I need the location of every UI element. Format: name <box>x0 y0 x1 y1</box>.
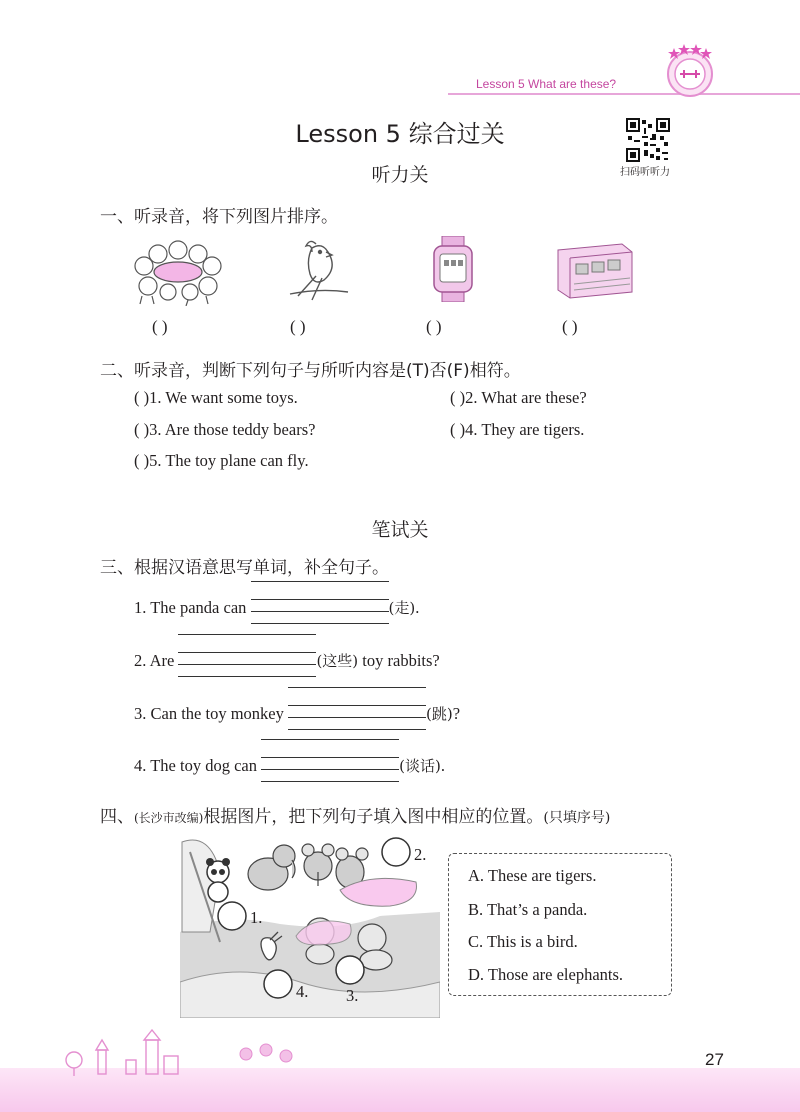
answer-circle-1 <box>218 902 246 930</box>
zoo-scene-image <box>180 832 440 1018</box>
option-d: D. Those are elephants. <box>468 965 624 984</box>
qr-caption: 扫码听听力 <box>620 167 670 178</box>
answer-blank-jump[interactable] <box>288 701 426 719</box>
option-a: A. These are tigers. <box>468 866 597 885</box>
q4-title-row: 四、(长沙市改编)根据图片，把下列句子填入图中相应的位置。(只填序号) <box>100 807 611 827</box>
answer-circle-3 <box>336 956 364 984</box>
q3-item-1: 1. The panda can (走). <box>134 595 419 618</box>
q2-item-4[interactable]: ( )4. They are tigers. <box>450 420 585 439</box>
toy-shop-icon <box>554 240 634 300</box>
running-header: Lesson 5 What are these? <box>476 77 617 91</box>
parrot-icon <box>286 236 356 302</box>
q3-item-4: 4. The toy dog can (谈话). <box>134 753 445 776</box>
qr-code-icon[interactable] <box>626 118 670 162</box>
answer-blank-these[interactable] <box>178 648 316 666</box>
scene-label-4: 4. <box>296 982 309 1001</box>
watch-icon <box>428 236 478 302</box>
q3-item-2: 2. Are (这些) toy rabbits? <box>134 648 440 671</box>
option-b: B. That’s a panda. <box>468 900 588 919</box>
q2-title: 二、听录音，判断下列句子与所听内容是(T)否(F)相符。 <box>100 361 521 381</box>
answer-blank-talk[interactable] <box>261 753 399 771</box>
answer-circle-4 <box>264 970 292 998</box>
q3-title: 三、根据汉语意思写单词，补全句子。 <box>100 558 389 578</box>
q2-item-2[interactable]: ( )2. What are these? <box>450 388 587 407</box>
footer-decoration-icon <box>60 1026 190 1076</box>
q2-item-3[interactable]: ( )3. Are those teddy bears? <box>134 420 316 439</box>
q1-answer-4[interactable]: ( ) <box>562 317 578 336</box>
scene-label-1: 1. <box>250 908 263 927</box>
chicks-icon <box>128 236 228 306</box>
page-number: 27 <box>705 1050 724 1069</box>
q1-answer-2[interactable]: ( ) <box>290 317 306 336</box>
q1-answer-1[interactable]: ( ) <box>152 317 168 336</box>
q3-item-3: 3. Can the toy monkey (跳)? <box>134 701 460 724</box>
page-title: Lesson 5 综合过关 <box>295 120 505 148</box>
brand-badge-icon <box>660 40 720 100</box>
panda-figure <box>206 858 230 902</box>
flowers-icon <box>236 1040 296 1070</box>
scene-label-2: 2. <box>414 845 427 864</box>
writing-heading: 笔试关 <box>371 519 429 541</box>
scene-label-3: 3. <box>346 986 359 1005</box>
q2-item-1[interactable]: ( )1. We want some toys. <box>134 388 298 407</box>
q2-item-5[interactable]: ( )5. The toy plane can fly. <box>134 451 309 470</box>
q1-answer-3[interactable]: ( ) <box>426 317 442 336</box>
q1-title: 一、听录音，将下列图片排序。 <box>100 207 338 227</box>
header-rule <box>448 93 800 95</box>
listening-heading: 听力关 <box>371 164 429 186</box>
option-c: C. This is a bird. <box>468 932 578 951</box>
answer-blank-walk[interactable] <box>251 595 389 613</box>
answer-circle-2 <box>382 838 410 866</box>
